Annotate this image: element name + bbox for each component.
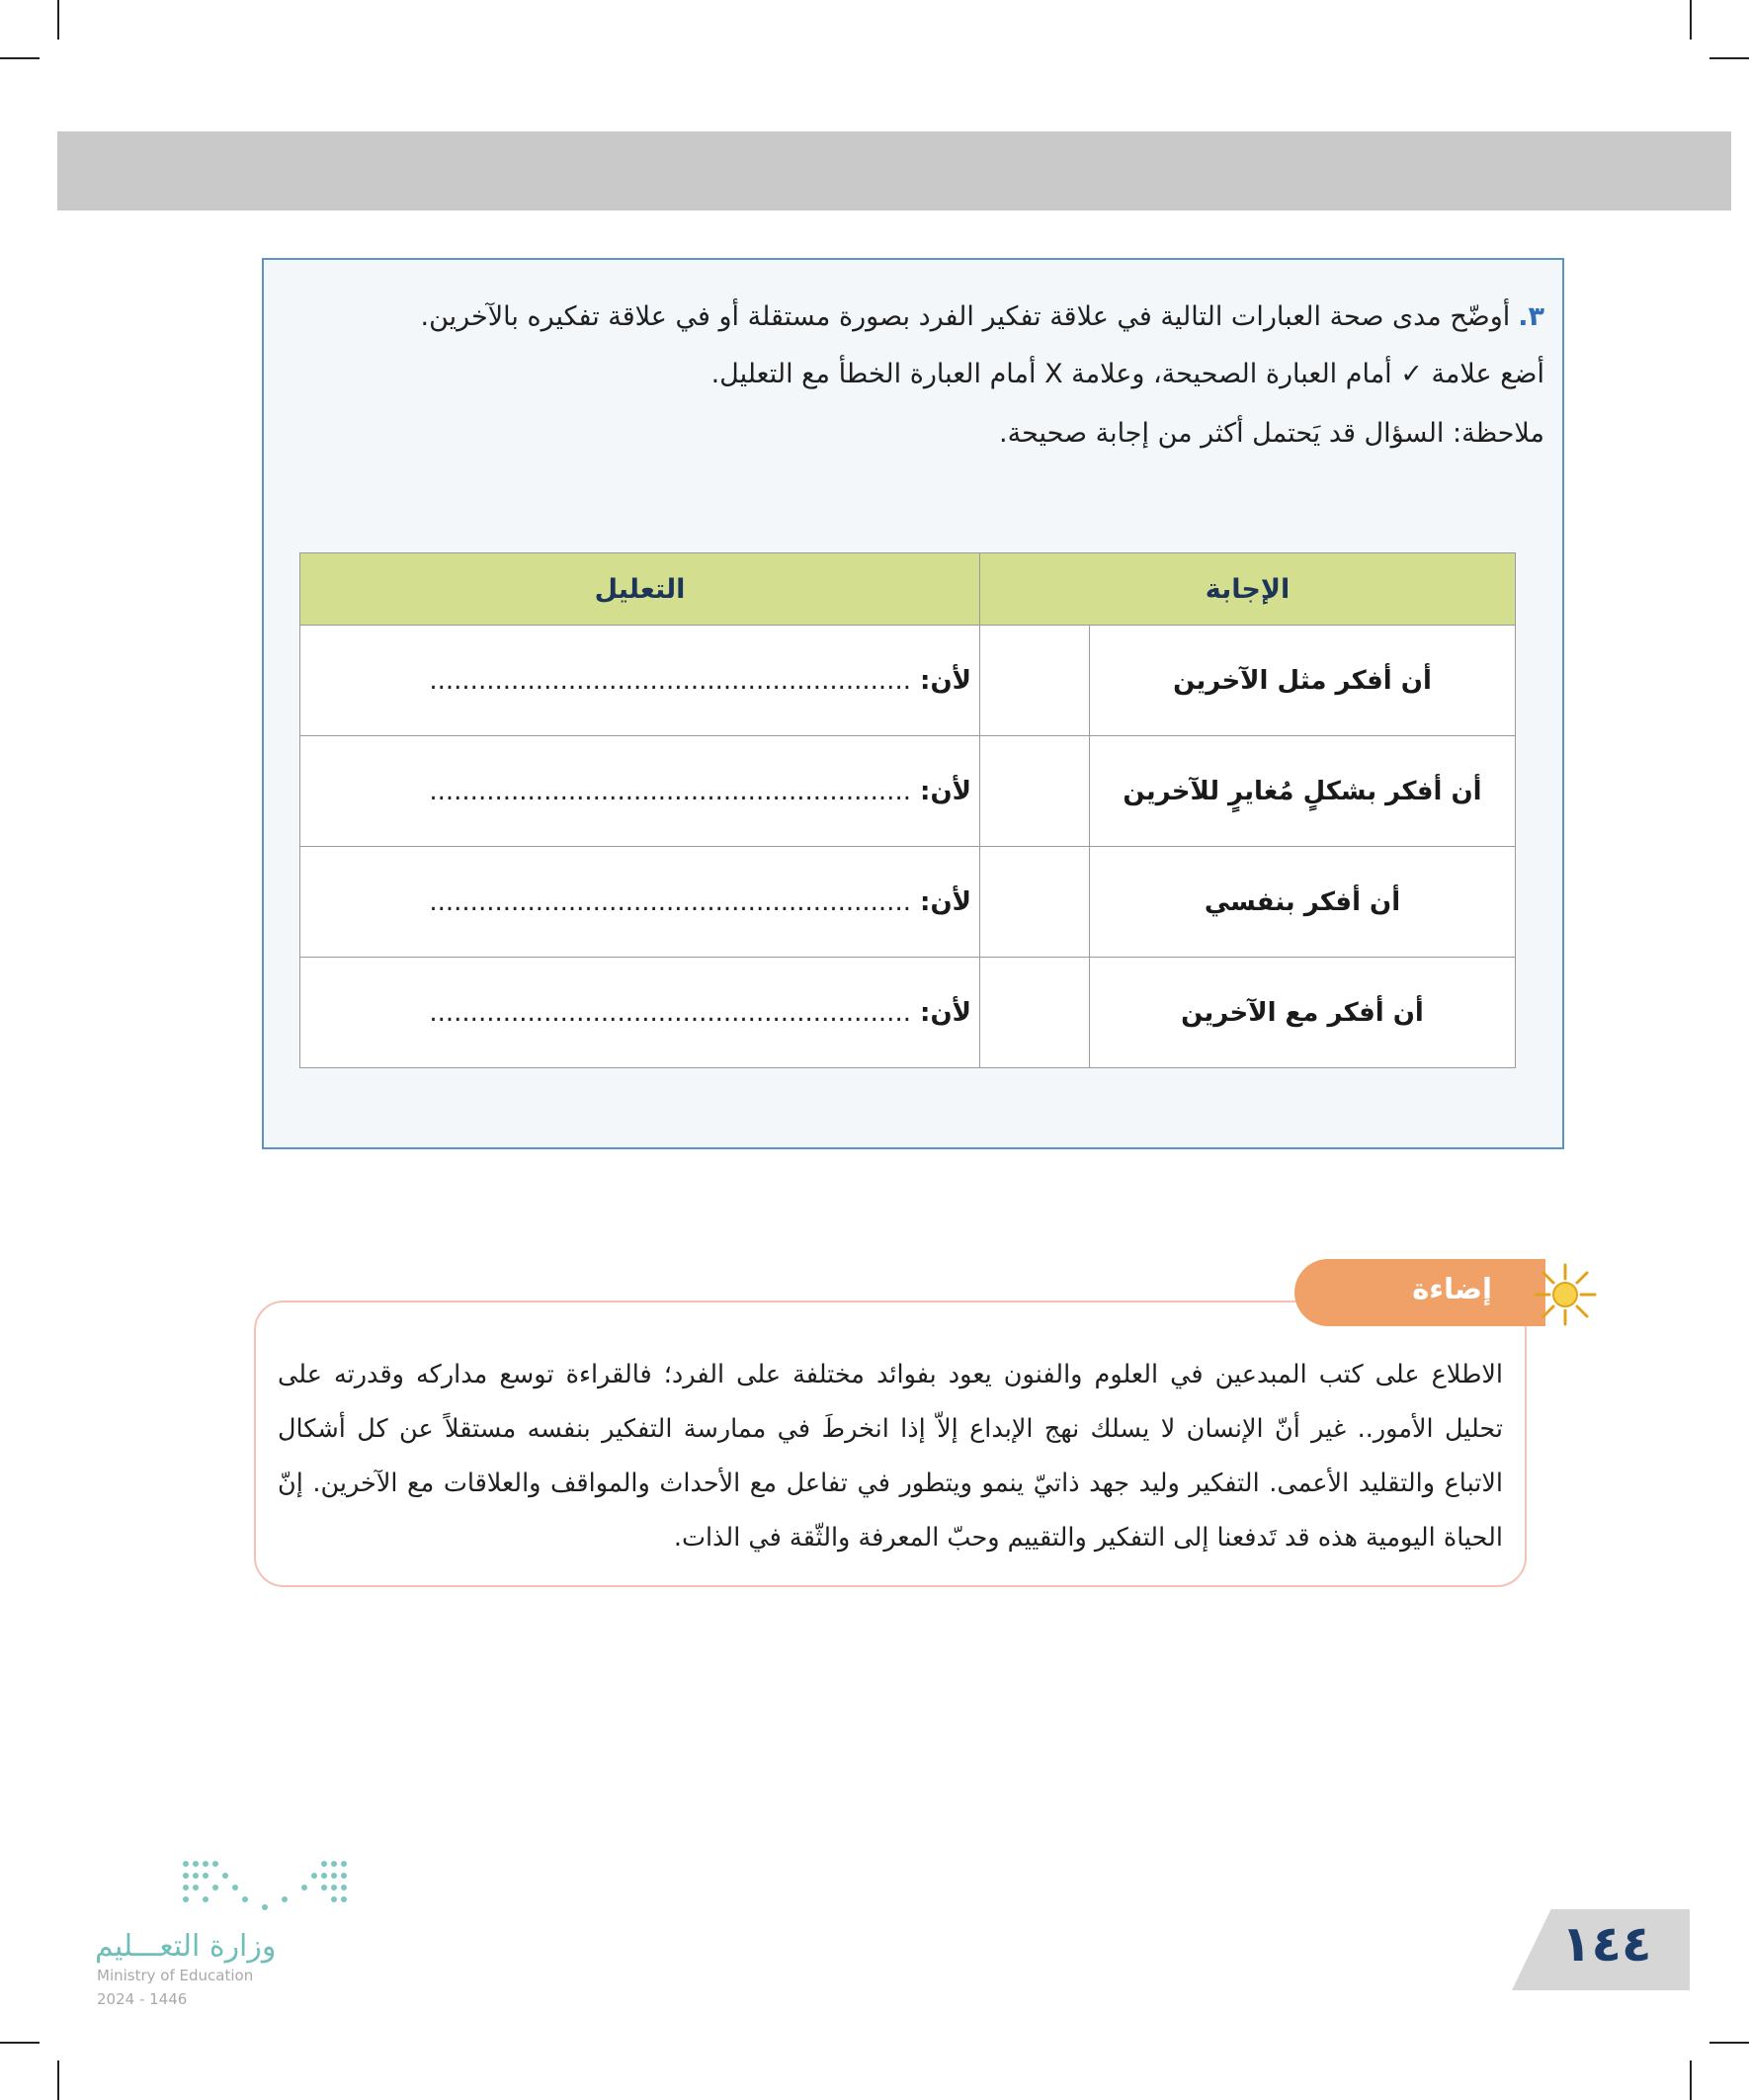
crop-mark xyxy=(1690,0,1692,40)
statement-cell: أن أفكر مع الآخرين xyxy=(1090,958,1516,1068)
exercise-instruction-line xyxy=(420,301,1544,332)
crop-mark xyxy=(57,0,59,40)
ministry-logo-icon xyxy=(178,1856,352,1915)
exercise-number: ٣. xyxy=(1518,301,1544,332)
answer-table xyxy=(299,552,1516,1068)
reason-prefix: لأن: xyxy=(920,776,971,806)
crop-mark xyxy=(1709,57,1749,59)
reason-prefix: لأن: xyxy=(920,886,971,917)
reason-prefix: لأن: xyxy=(920,997,971,1028)
statement-cell: أن أفكر مثل الآخرين xyxy=(1090,626,1516,736)
crop-mark xyxy=(57,2060,59,2100)
sun-icon xyxy=(1532,1261,1599,1328)
reason-cell[interactable] xyxy=(300,736,980,847)
table-header-row xyxy=(300,553,1516,626)
illumination-tab xyxy=(1294,1259,1545,1326)
statement-cell: أن أفكر بشكلٍ مُغايرٍ للآخرين xyxy=(1090,736,1516,847)
mark-cell[interactable] xyxy=(980,736,1090,847)
page-number: ١٤٤ xyxy=(1561,1915,1652,1973)
header-band xyxy=(57,131,1731,210)
illumination-box xyxy=(254,1301,1527,1587)
reason-cell[interactable] xyxy=(300,958,980,1068)
table-row xyxy=(300,626,1516,736)
crop-mark xyxy=(0,2042,40,2044)
marking-rule: أضع علامة ✓ أمام العبارة الصحيحة، وعلامة X أمام العبارة الخطأ مع التعليل. xyxy=(710,359,1544,389)
ministry-name-en: Ministry of Education xyxy=(97,1967,254,1984)
header-answer: الإجابة xyxy=(980,553,1516,626)
ministry-name-ar: وزارة التعـــليم xyxy=(95,1929,277,1964)
answer-dots: ........................................................... xyxy=(429,665,911,696)
answer-dots: ........................................................... xyxy=(429,886,911,917)
statement-cell: أن أفكر بنفسي xyxy=(1090,847,1516,958)
edition-year: 2024 - 1446 xyxy=(97,1990,188,2008)
mark-cell[interactable] xyxy=(980,626,1090,736)
exercise-note: ملاحظة: السؤال قد يَحتمل أكثر من إجابة صحيحة. xyxy=(999,418,1544,449)
table-row xyxy=(300,958,1516,1068)
exercise-instruction: أوضّح مدى صحة العبارات التالية في علاقة تفكير الفرد بصورة مستقلة أو في علاقة تفكيره بالآخرين. xyxy=(420,301,1511,332)
crop-mark xyxy=(1690,2060,1692,2100)
reason-cell[interactable] xyxy=(300,847,980,958)
reason-prefix: لأن: xyxy=(920,665,971,696)
reason-cell[interactable] xyxy=(300,626,980,736)
mark-cell[interactable] xyxy=(980,958,1090,1068)
crop-mark xyxy=(1709,2042,1749,2044)
table-row xyxy=(300,847,1516,958)
table-row xyxy=(300,736,1516,847)
crop-mark xyxy=(0,57,40,59)
answer-dots: ........................................................... xyxy=(429,776,911,806)
header-reason: التعليل xyxy=(300,553,980,626)
illumination-title: إضاءة xyxy=(1412,1272,1492,1305)
illumination-text: الاطلاع على كتب المبدعين في العلوم والفنون يعود بفوائد مختلفة على الفرد؛ فالقراءة توسع مداركه وقدرته على تحليل الأمور.. غير أنّ الإنسان لا يسلك نهج الإبداع إلاّ إذا انخرطَ في ممارسة التفكير بنفسه مستقلاً عن كل أشكال الاتباع والتقليد الأعمى. التفكير وليد جهد ذاتيّ ينمو ويتطور في تفاعل مع الأحداث والمواقف والعلاقات مع الآخرين. إنّ الحياة اليومية هذه قد تَدفعنا إلى التفكير والتقييم وحبّ المعرفة والثّقة في الذات. xyxy=(278,1360,1503,1553)
exercise-box xyxy=(262,258,1564,1149)
answer-dots: ........................................................... xyxy=(429,997,911,1028)
mark-cell[interactable] xyxy=(980,847,1090,958)
